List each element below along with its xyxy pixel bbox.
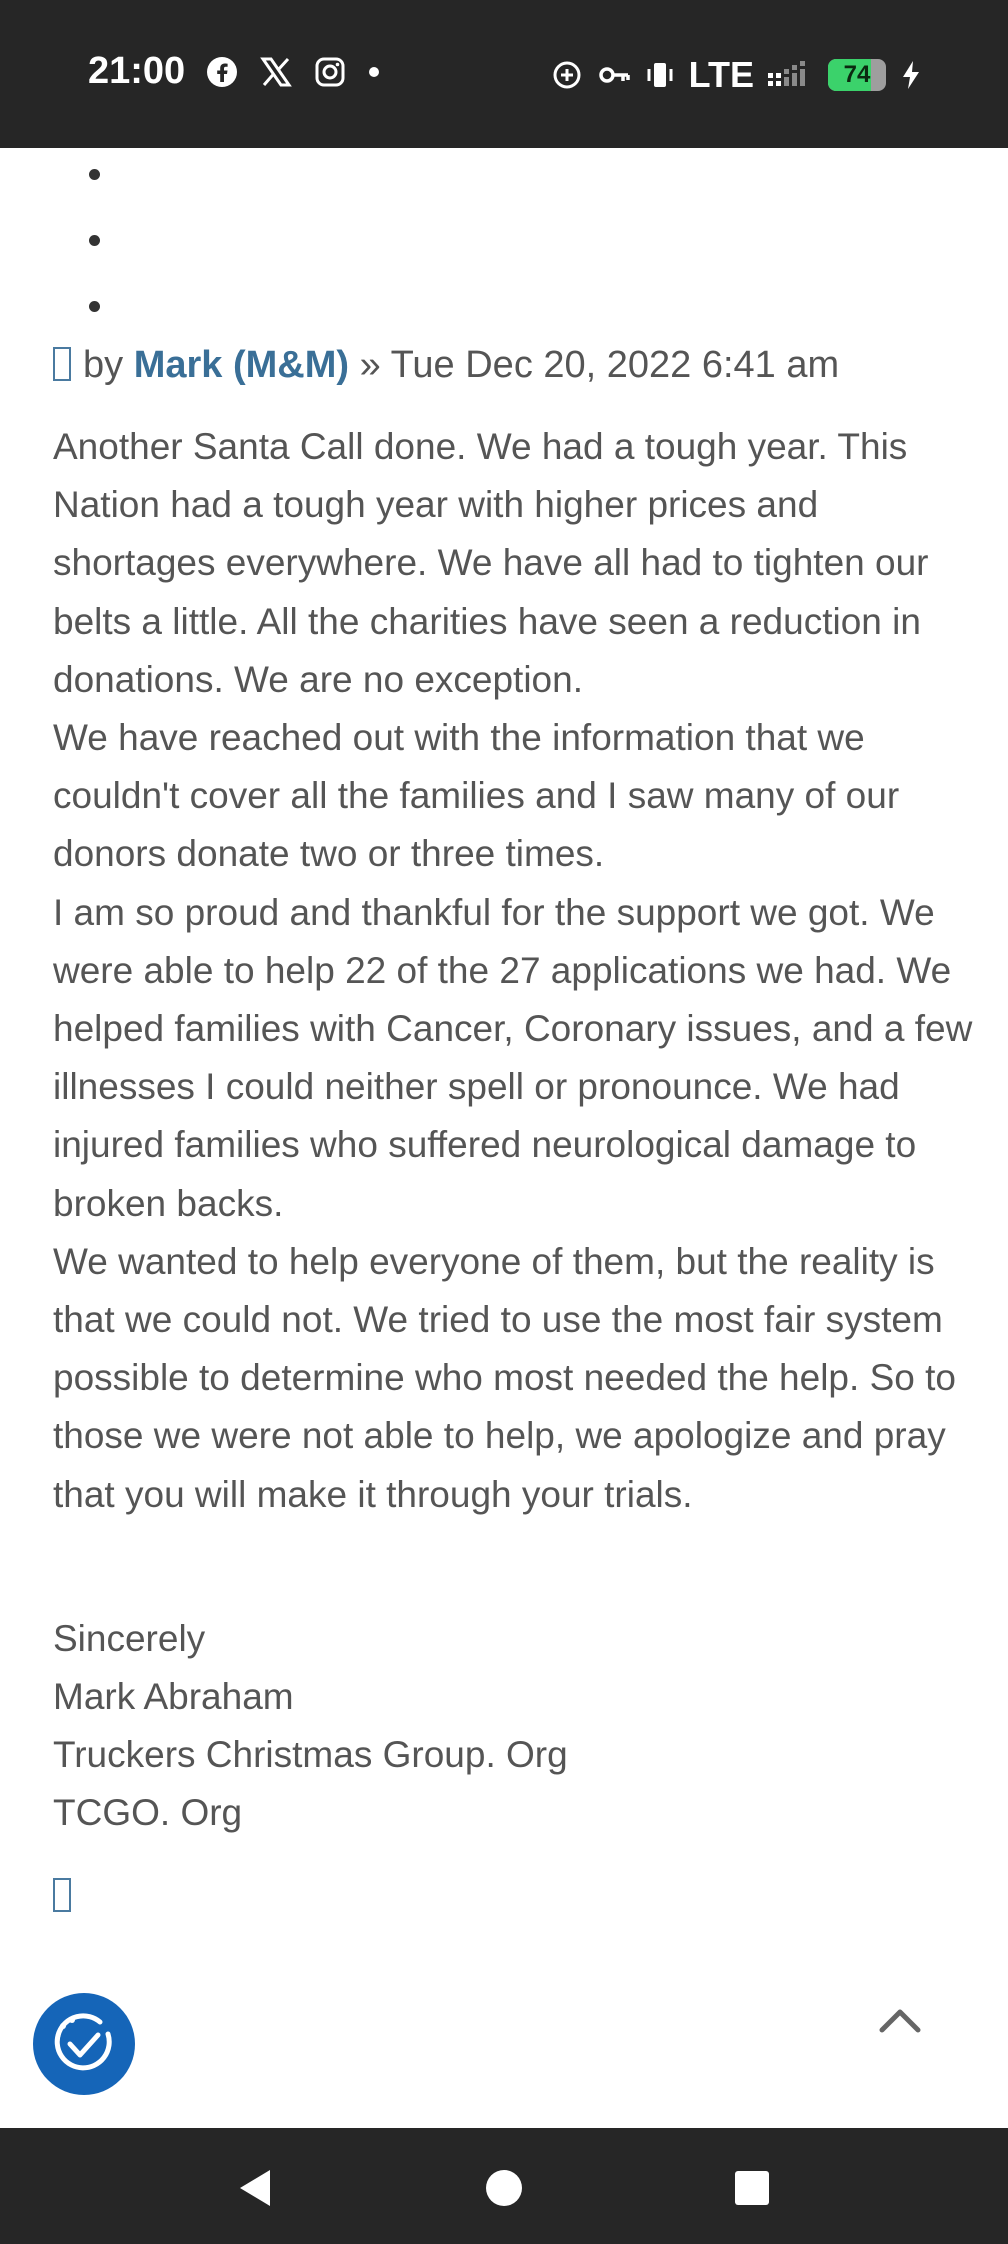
- author-link[interactable]: Mark (M&M): [133, 344, 350, 386]
- home-icon: [484, 2168, 524, 2208]
- navigation-bar: [0, 2128, 1008, 2244]
- signature-line: Truckers Christmas Group. Org: [53, 1734, 568, 1775]
- signature-line: Mark Abraham: [53, 1676, 294, 1717]
- signature-line: TCGO. Org: [53, 1792, 243, 1833]
- post-paragraph: I am so proud and thankful for the support we got. We were able to help 22 of the 27 applications we had. We helped families with Cancer, Coronary issues, and a few illnesses I could neither spell or pronounce. We had injured families who suffered neurological damage to broken backs.: [53, 891, 973, 1224]
- back-button[interactable]: [232, 2166, 276, 2210]
- battery-level: 74: [843, 61, 871, 88]
- post-end-icon[interactable]: [53, 1878, 71, 1912]
- dot-icon: [368, 66, 380, 78]
- bullet-point: [89, 169, 100, 180]
- battery-indicator: [828, 59, 886, 91]
- chevron-up-icon: [878, 2006, 922, 2034]
- charging-icon: [900, 59, 922, 91]
- notification-icons: [206, 56, 380, 88]
- bullet-point: [89, 235, 100, 246]
- by-label: by: [83, 344, 124, 386]
- meta-separator: »: [359, 344, 381, 386]
- scroll-top-button[interactable]: [872, 1992, 928, 2048]
- signal-icon: [768, 59, 814, 91]
- home-button[interactable]: [482, 2166, 526, 2210]
- system-icons: [551, 54, 922, 96]
- back-icon: [234, 2166, 274, 2210]
- post-paragraph: Another Santa Call done. We had a tough year. This Nation had a tough year with higher prices and shortages everywhere. We have all had to tighten our belts a little. All the charities have seen a reduction in donations. We are no exception.: [53, 426, 929, 700]
- key-icon: [597, 59, 631, 91]
- bullet-point: [89, 301, 100, 312]
- facebook-icon: [206, 56, 238, 88]
- post-link-icon[interactable]: [53, 347, 71, 381]
- post-meta: [53, 344, 839, 387]
- x-icon: [260, 56, 292, 88]
- accessibility-icon: [48, 2008, 120, 2080]
- vibrate-icon: [645, 59, 675, 91]
- post-paragraph: We wanted to help everyone of them, but the reality is that we could not. We tried to use the most fair system possible to determine who most needed the help. So to those we were not able to help, we apologize and pray that you will make it through your trials.: [53, 1240, 956, 1515]
- signature-line: Sincerely: [53, 1618, 206, 1659]
- network-type: LTE: [688, 54, 754, 95]
- signature: [53, 1610, 568, 1842]
- instagram-icon: [314, 56, 346, 88]
- status-bar: [0, 0, 1008, 148]
- post-date: Tue Dec 20, 2022 6:41 am: [390, 344, 840, 386]
- recents-button[interactable]: [730, 2166, 774, 2210]
- post-paragraph: We have reached out with the information that we couldn't cover all the families and I saw many of our donors donate two or three times.: [53, 717, 900, 875]
- add-circle-icon: [551, 59, 583, 91]
- post-body: [53, 418, 973, 1524]
- status-time: 21:00: [88, 50, 186, 92]
- accessibility-button[interactable]: [33, 1993, 135, 2095]
- recents-icon: [734, 2170, 770, 2206]
